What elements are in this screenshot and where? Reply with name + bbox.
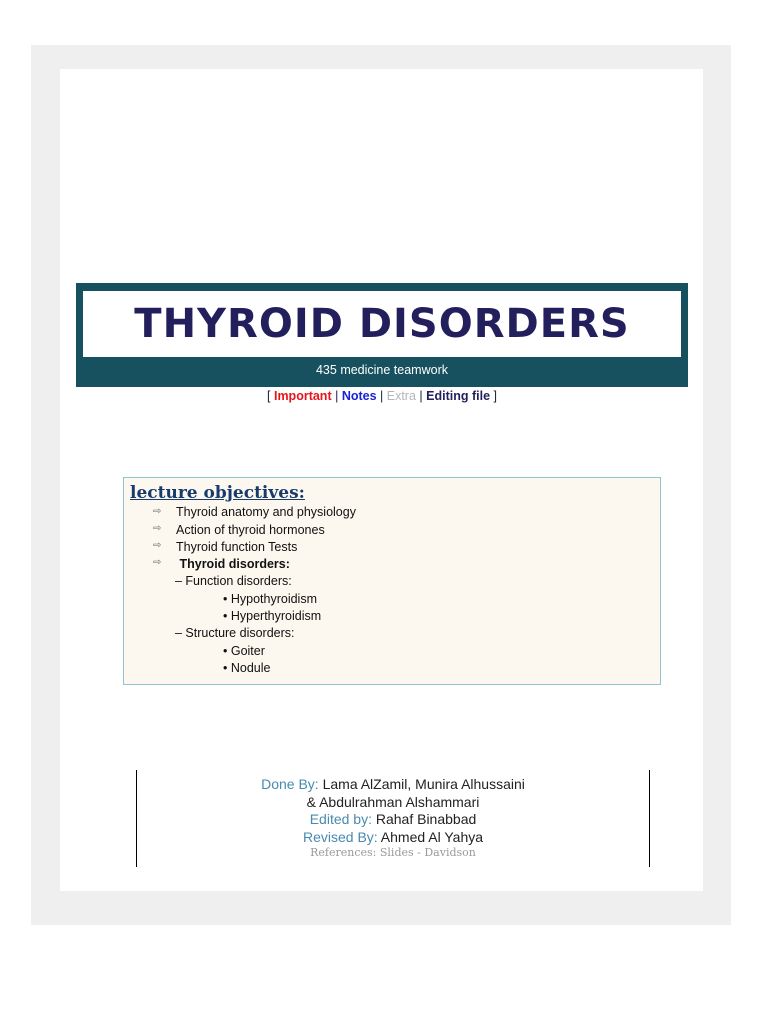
legend-separator: | — [331, 389, 342, 403]
structure-disorder-item: • Goiter — [223, 644, 265, 658]
function-disorder-item: • Hypothyroidism — [223, 592, 317, 606]
function-disorders-label: – Function disorders: — [175, 574, 292, 588]
edited-by-label: Edited by: — [309, 811, 376, 827]
done-by-line — [137, 776, 649, 794]
legend-notes: Notes — [341, 389, 377, 403]
done-by-line-2 — [137, 794, 649, 812]
objective-item: Thyroid function Tests — [176, 540, 298, 554]
arrow-bullet-icon: ⇨ — [153, 557, 162, 568]
legend-separator: | — [415, 389, 427, 403]
color-legend — [76, 389, 688, 403]
references-line: References: Slides - Davidson — [310, 846, 476, 859]
done-by-names: Lama AlZamil, Munira Alhussaini — [322, 776, 525, 792]
legend-extra: Extra — [386, 389, 416, 403]
legend-open-bracket: [ — [267, 389, 274, 403]
done-by-names-2: & Abdulrahman Alshammari — [306, 793, 480, 810]
arrow-bullet-icon: ⇨ — [153, 506, 162, 517]
legend-separator: | — [376, 389, 387, 403]
done-by-label: Done By: — [261, 776, 323, 792]
objective-item-disorders: Thyroid disorders: — [176, 557, 290, 571]
revised-by-name: Ahmed Al Yahya — [380, 828, 484, 845]
function-disorder-item: • Hyperthyroidism — [223, 609, 322, 623]
objective-item: Thyroid anatomy and physiology — [176, 505, 356, 519]
structure-disorders-label: – Structure disorders: — [175, 626, 295, 640]
team-subtitle: 435 medicine teamwork — [315, 363, 448, 377]
objectives-heading: lecture objectives: — [130, 483, 305, 503]
arrow-bullet-icon: ⇨ — [153, 540, 162, 551]
credits-block — [136, 770, 650, 867]
structure-disorder-item: • Nodule — [223, 661, 271, 675]
arrow-bullet-icon: ⇨ — [153, 523, 162, 534]
page-title: THYROID DISORDERS — [134, 301, 630, 347]
edited-by-line — [137, 811, 649, 829]
title-banner — [76, 283, 688, 387]
edited-by-name: Rahaf Binabbad — [375, 811, 477, 827]
legend-important: Important — [273, 389, 332, 403]
revised-by-label: Revised By: — [302, 828, 381, 845]
objective-item: Action of thyroid hormones — [176, 523, 325, 537]
legend-editing-file[interactable]: Editing file — [426, 389, 491, 403]
document-page — [60, 69, 703, 891]
legend-close-bracket: ] — [490, 389, 497, 403]
lecture-objectives-box — [123, 477, 661, 685]
title-box — [83, 291, 681, 357]
revised-by-line — [137, 829, 649, 847]
